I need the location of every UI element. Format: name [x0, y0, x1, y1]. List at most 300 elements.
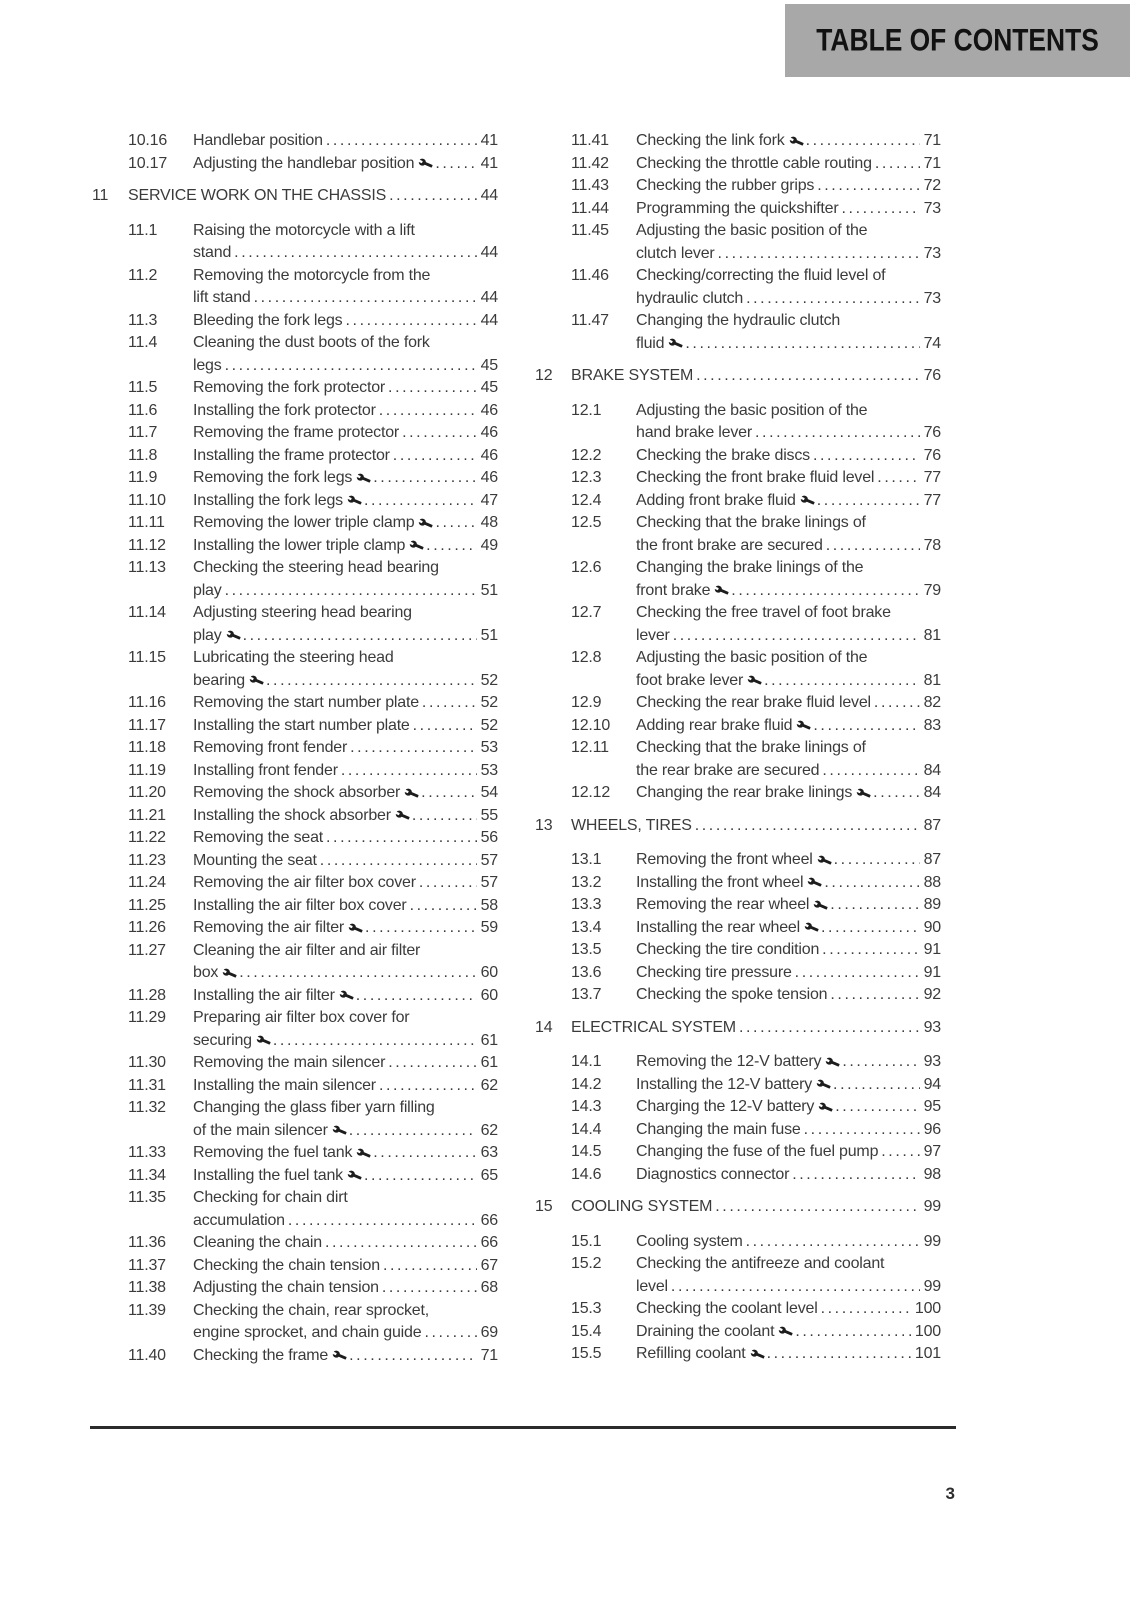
toc-entry-row — [92, 1142, 498, 1165]
entry-title: Handlebar position — [193, 132, 323, 149]
entry-title: Installing the shock absorber — [193, 806, 391, 824]
entry-last-line — [193, 445, 498, 468]
page-ref: 41 — [480, 132, 498, 149]
section-number: 11.7 — [128, 424, 158, 441]
entry-body — [571, 1017, 941, 1040]
page-ref: 87 — [923, 851, 941, 868]
section-number: 13.5 — [571, 941, 602, 958]
entry-body — [571, 1196, 941, 1219]
entry-last-line — [193, 535, 498, 558]
dot-leader — [356, 985, 477, 1008]
page-ref: 81 — [923, 671, 941, 689]
entry-body — [193, 737, 498, 760]
section-number: 11.2 — [128, 266, 158, 284]
toc-entry-row — [535, 1164, 941, 1187]
entry-last-line — [636, 715, 941, 738]
entry-body — [193, 940, 498, 985]
section-number: 13.2 — [571, 873, 602, 891]
entry-body — [193, 1097, 498, 1142]
entry-body — [193, 445, 498, 468]
wrench-icon — [257, 1034, 270, 1047]
entry-body — [636, 1074, 941, 1097]
entry-last-line — [193, 1030, 498, 1053]
toc-column-left — [92, 130, 498, 1367]
entry-title-line: Changing the hydraulic clutch — [636, 312, 841, 329]
page-ref: 73 — [923, 289, 941, 307]
page-ref: 87 — [923, 816, 941, 834]
toc-entry-row — [92, 895, 498, 918]
entry-title: Removing the 12-V battery — [636, 1053, 822, 1070]
toc-chapter-row — [535, 1017, 941, 1040]
page-ref: 93 — [923, 1053, 941, 1070]
entry-title: Installing the frame protector — [193, 446, 390, 464]
wrench-icon — [819, 1101, 832, 1114]
toc-entry-row — [92, 782, 498, 805]
entry-last-line — [636, 580, 941, 603]
section-number: 11.35 — [128, 1189, 166, 1206]
section-number: 11.8 — [128, 446, 158, 464]
page-ref: 83 — [923, 716, 941, 734]
entry-last-line — [636, 782, 941, 805]
entry-body — [636, 737, 941, 782]
page-ref: 73 — [923, 244, 941, 262]
entry-last-line — [193, 153, 498, 176]
entry-body — [636, 220, 941, 265]
wrench-icon — [751, 1348, 764, 1361]
section-number: 14.6 — [571, 1165, 602, 1183]
page-ref: 68 — [480, 1279, 498, 1296]
dot-leader — [266, 670, 477, 693]
dot-leader — [822, 760, 919, 783]
entry-title: Checking the throttle cable routing — [636, 154, 872, 172]
entry-body — [636, 715, 941, 738]
entry-last-line — [193, 580, 498, 603]
entry-body — [636, 1164, 941, 1187]
dot-leader — [365, 917, 477, 940]
toc-chapter-row — [535, 365, 941, 388]
entry-title: SERVICE WORK ON THE CHASSIS — [128, 187, 387, 204]
wrench-icon — [818, 854, 831, 867]
toc-entry-row — [92, 1075, 498, 1098]
entry-last-line — [636, 1298, 941, 1321]
page-ref: 52 — [480, 671, 498, 689]
entry-title: Installing the front wheel — [636, 873, 804, 891]
section-number: 14.3 — [571, 1098, 602, 1115]
entry-title-line: Adjusting steering head bearing — [193, 604, 412, 621]
entry-last-line — [193, 130, 498, 153]
dot-leader — [325, 1232, 477, 1255]
entry-last-line — [193, 1255, 498, 1278]
section-number: 11.26 — [128, 919, 166, 936]
dot-leader — [422, 692, 477, 715]
wrench-icon — [396, 809, 409, 822]
entry-body — [193, 602, 498, 647]
toc-entry-row — [92, 940, 498, 985]
section-number: 11.20 — [128, 784, 166, 801]
page-ref: 98 — [923, 1165, 941, 1183]
entry-body — [193, 827, 498, 850]
dot-leader — [842, 198, 920, 221]
toc-entry-row — [92, 153, 498, 176]
dot-leader — [755, 422, 920, 445]
toc-column-right — [535, 130, 941, 1366]
entry-body — [193, 692, 498, 715]
entry-title: Checking the coolant level — [636, 1300, 818, 1317]
page-ref: 89 — [923, 896, 941, 913]
toc-entry-row — [535, 849, 941, 872]
page-ref: 63 — [480, 1144, 498, 1161]
entry-body — [636, 512, 941, 557]
entry-title: Checking the rubber grips — [636, 177, 815, 194]
wrench-icon — [405, 787, 418, 800]
page-ref: 93 — [923, 1018, 941, 1036]
entry-last-line — [636, 1141, 941, 1164]
toc-entry-row — [535, 1119, 941, 1142]
toc-entry-row — [535, 1074, 941, 1097]
dot-leader — [824, 872, 919, 895]
dot-leader — [326, 130, 477, 153]
entry-last-line — [193, 400, 498, 423]
toc-entry-row — [92, 1345, 498, 1368]
entry-last-line — [193, 355, 498, 378]
page-header-banner — [785, 4, 1130, 77]
page-title: TABLE OF CONTENTS — [816, 22, 1099, 58]
entry-last-line — [193, 895, 498, 918]
entry-last-line — [571, 1017, 941, 1040]
toc-entry-row — [92, 760, 498, 783]
entry-title: the rear brake are secured — [636, 761, 820, 779]
toc-entry-row — [92, 1097, 498, 1142]
toc-entry-row — [92, 917, 498, 940]
toc-entry-row — [92, 377, 498, 400]
wrench-icon — [333, 1349, 346, 1362]
wrench-icon — [250, 674, 263, 687]
entry-title: Adding rear brake fluid — [636, 716, 793, 734]
entry-last-line — [193, 985, 498, 1008]
section-number: 11.27 — [128, 941, 166, 959]
section-number: 12.8 — [571, 649, 602, 666]
section-number: 11.14 — [128, 604, 166, 621]
entry-body — [193, 805, 498, 828]
entry-body — [193, 917, 498, 940]
page-ref: 52 — [480, 716, 498, 734]
page-ref: 48 — [480, 514, 498, 531]
entry-body — [193, 985, 498, 1008]
page-ref: 91 — [923, 963, 941, 981]
page-ref: 41 — [480, 154, 498, 172]
entry-title: Removing the air filter box cover — [193, 874, 416, 891]
entry-body — [636, 1343, 941, 1366]
entry-title: Checking the brake discs — [636, 446, 810, 464]
toc-entry-row — [535, 647, 941, 692]
page-ref: 52 — [480, 694, 498, 711]
entry-body — [636, 1231, 941, 1254]
entry-last-line — [636, 445, 941, 468]
toc-entry-row — [535, 512, 941, 557]
toc-entry-row — [535, 894, 941, 917]
entry-title: bearing — [193, 671, 245, 689]
section-number: 15.1 — [571, 1232, 602, 1250]
page-ref: 61 — [480, 1031, 498, 1049]
entry-title: Checking the spoke tension — [636, 986, 828, 1003]
page-ref: 72 — [923, 177, 941, 194]
entry-last-line — [636, 243, 941, 266]
wrench-icon — [826, 1056, 839, 1069]
entry-title-line: Checking for chain dirt — [193, 1189, 348, 1206]
toc-entry-row — [535, 872, 941, 895]
entry-title: Mounting the seat — [193, 851, 317, 869]
toc-entry-row — [92, 715, 498, 738]
entry-title-line: Checking the free travel of foot brake — [636, 604, 891, 621]
dot-leader — [388, 1052, 476, 1075]
dot-leader — [821, 1298, 911, 1321]
dot-leader — [426, 535, 476, 558]
entry-last-line — [636, 175, 941, 198]
section-number: 11.3 — [128, 311, 158, 329]
entry-body — [636, 1298, 941, 1321]
entry-body — [193, 265, 498, 310]
entry-last-line — [636, 625, 941, 648]
dot-leader — [421, 782, 476, 805]
entry-title: Removing the seat — [193, 829, 324, 846]
page-ref: 76 — [923, 446, 941, 464]
entry-last-line — [193, 377, 498, 400]
page-ref: 45 — [480, 356, 498, 374]
section-number: 11.11 — [128, 514, 165, 531]
entry-body — [193, 557, 498, 602]
entry-title: COOLING SYSTEM — [571, 1198, 713, 1215]
entry-title: foot brake lever — [636, 671, 744, 689]
entry-title-line: Adjusting the basic position of the — [636, 401, 868, 419]
page-ref: 44 — [480, 244, 498, 261]
page-ref: 54 — [480, 784, 498, 801]
section-number: 15.5 — [571, 1345, 602, 1362]
toc-entry-row — [92, 1052, 498, 1075]
entry-last-line — [636, 894, 941, 917]
toc-entry-row — [92, 512, 498, 535]
entry-title-line: Removing the motorcycle from the — [193, 266, 431, 284]
entry-title: Removing the fork legs — [193, 469, 353, 486]
entry-last-line — [193, 1232, 498, 1255]
page-ref: 67 — [480, 1256, 498, 1274]
dot-leader — [830, 894, 919, 917]
entry-last-line — [636, 153, 941, 176]
toc-entry-row — [92, 1277, 498, 1300]
section-number: 10.16 — [128, 132, 168, 149]
entry-title: Checking the link fork — [636, 132, 785, 149]
dot-leader — [349, 1120, 477, 1143]
entry-last-line — [193, 670, 498, 693]
entry-body — [193, 310, 498, 333]
section-number: 11.44 — [571, 199, 609, 217]
wrench-icon — [814, 899, 827, 912]
toc-entry-row — [92, 692, 498, 715]
entry-last-line — [193, 490, 498, 513]
section-number: 11.13 — [128, 559, 166, 576]
section-number: 11.21 — [128, 806, 166, 824]
toc-entry-row — [535, 220, 941, 265]
entry-last-line — [636, 422, 941, 445]
entry-last-line — [636, 1119, 941, 1142]
entry-title: Installing the lower triple clamp — [193, 536, 406, 554]
toc-entry-row — [535, 1298, 941, 1321]
section-number: 12.11 — [571, 739, 609, 756]
entry-body — [636, 1253, 941, 1298]
section-number: 11.5 — [128, 379, 158, 396]
dot-leader — [373, 467, 476, 490]
page-ref: 53 — [480, 761, 498, 779]
section-number: 11.40 — [128, 1346, 166, 1364]
entry-title: lift stand — [193, 289, 251, 306]
dot-leader — [877, 467, 919, 490]
entry-title-line: Checking the antifreeze and coolant — [636, 1255, 885, 1272]
entry-last-line — [193, 962, 498, 985]
entry-title: Checking the chain tension — [193, 1256, 380, 1274]
section-number: 12.5 — [571, 514, 602, 531]
section-number: 13.1 — [571, 851, 602, 868]
page-ref: 77 — [923, 491, 941, 509]
dot-leader — [685, 333, 919, 356]
section-number: 11.39 — [128, 1301, 166, 1319]
toc-entry-row — [535, 130, 941, 153]
dot-leader — [826, 535, 920, 558]
toc-entry-row — [535, 445, 941, 468]
dot-leader — [350, 737, 476, 760]
entry-title: Draining the coolant — [636, 1322, 775, 1340]
toc-entry-row — [535, 1321, 941, 1344]
entry-last-line — [193, 1277, 498, 1300]
section-number: 11.18 — [128, 739, 166, 756]
entry-title: Adding front brake fluid — [636, 491, 796, 509]
entry-title-line: Cleaning the dust boots of the fork — [193, 334, 430, 351]
entry-body — [636, 1321, 941, 1344]
entry-last-line — [193, 715, 498, 738]
footer-rule — [90, 1426, 956, 1429]
dot-leader — [326, 827, 477, 850]
entry-body — [636, 198, 941, 221]
toc-entry-row — [92, 805, 498, 828]
section-number: 11.22 — [128, 829, 166, 846]
entry-title: Installing the fork legs — [193, 491, 343, 509]
page-ref: 49 — [480, 536, 498, 554]
wrench-icon — [715, 584, 728, 597]
dot-leader — [402, 422, 477, 445]
page-ref: 96 — [923, 1120, 941, 1138]
dot-leader — [424, 1322, 476, 1345]
entry-body — [636, 490, 941, 513]
page-ref: 88 — [923, 873, 941, 891]
entry-title: Removing the main silencer — [193, 1054, 386, 1071]
entry-title: Changing the main fuse — [636, 1120, 801, 1138]
page-ref: 99 — [923, 1198, 941, 1215]
entry-last-line — [636, 692, 941, 715]
section-number: 13 — [535, 816, 553, 834]
dot-leader — [822, 939, 919, 962]
entry-title-line: Adjusting the basic position of the — [636, 222, 868, 239]
entry-last-line — [193, 805, 498, 828]
entry-body — [193, 850, 498, 873]
entry-title: Checking the tire condition — [636, 941, 820, 958]
entry-body — [193, 760, 498, 783]
entry-body — [128, 185, 498, 208]
page-ref: 76 — [923, 367, 941, 384]
entry-title-line: Checking/correcting the fluid level of — [636, 267, 886, 284]
section-number: 11.16 — [128, 694, 166, 711]
entry-title-line: Adjusting the basic position of the — [636, 649, 868, 666]
entry-title: Checking tire pressure — [636, 963, 792, 981]
entry-title: Refilling coolant — [636, 1345, 746, 1362]
wrench-icon — [348, 1169, 361, 1182]
toc-entry-row — [92, 1007, 498, 1052]
dot-leader — [696, 365, 920, 388]
wrench-icon — [419, 157, 432, 170]
page-ref: 91 — [923, 941, 941, 958]
page-ref: 45 — [480, 379, 498, 396]
dot-leader — [817, 490, 920, 513]
entry-last-line — [193, 287, 498, 310]
entry-body — [193, 1277, 498, 1300]
entry-body — [636, 894, 941, 917]
section-number: 11.30 — [128, 1054, 166, 1071]
entry-title: Adjusting the chain tension — [193, 1279, 379, 1296]
dot-leader — [254, 287, 477, 310]
page-ref: 71 — [480, 1346, 498, 1364]
entry-title: ELECTRICAL SYSTEM — [571, 1018, 736, 1036]
section-number: 12 — [535, 367, 553, 384]
entry-last-line — [193, 1345, 498, 1368]
entry-body — [636, 1141, 941, 1164]
entry-last-line — [571, 815, 941, 838]
entry-title-line: Checking the steering head bearing — [193, 559, 439, 576]
toc-chapter-row — [92, 185, 498, 208]
dot-leader — [373, 1142, 476, 1165]
entry-body — [193, 535, 498, 558]
section-number: 11.38 — [128, 1279, 166, 1296]
section-number: 12.7 — [571, 604, 602, 621]
section-number: 11.37 — [128, 1256, 166, 1274]
entry-body — [193, 490, 498, 513]
entry-title: Removing the front wheel — [636, 851, 813, 868]
section-number: 15.3 — [571, 1300, 602, 1317]
entry-last-line — [636, 490, 941, 513]
toc-entry-row — [535, 198, 941, 221]
wrench-icon — [357, 1147, 370, 1160]
toc-entry-row — [535, 467, 941, 490]
dot-leader — [412, 805, 477, 828]
entry-body — [636, 692, 941, 715]
entry-title: the front brake are secured — [636, 536, 823, 554]
page-ref: 59 — [480, 919, 498, 936]
entry-body — [193, 512, 498, 535]
entry-body — [193, 332, 498, 377]
toc-entry-row — [92, 1300, 498, 1345]
page-ref: 57 — [480, 851, 498, 869]
entry-title: Installing the air filter box cover — [193, 896, 407, 914]
dot-leader — [821, 917, 920, 940]
page-ref: 99 — [923, 1277, 941, 1295]
entry-body — [193, 895, 498, 918]
dot-leader — [419, 872, 477, 895]
page-ref: 44 — [480, 289, 498, 306]
page-ref: 77 — [923, 469, 941, 486]
section-number: 14.5 — [571, 1143, 602, 1160]
toc-entry-row — [92, 1255, 498, 1278]
wrench-icon — [333, 1124, 346, 1137]
dot-leader — [345, 310, 476, 333]
toc-entry-row — [92, 850, 498, 873]
wrench-icon — [410, 539, 423, 552]
entry-body — [636, 939, 941, 962]
